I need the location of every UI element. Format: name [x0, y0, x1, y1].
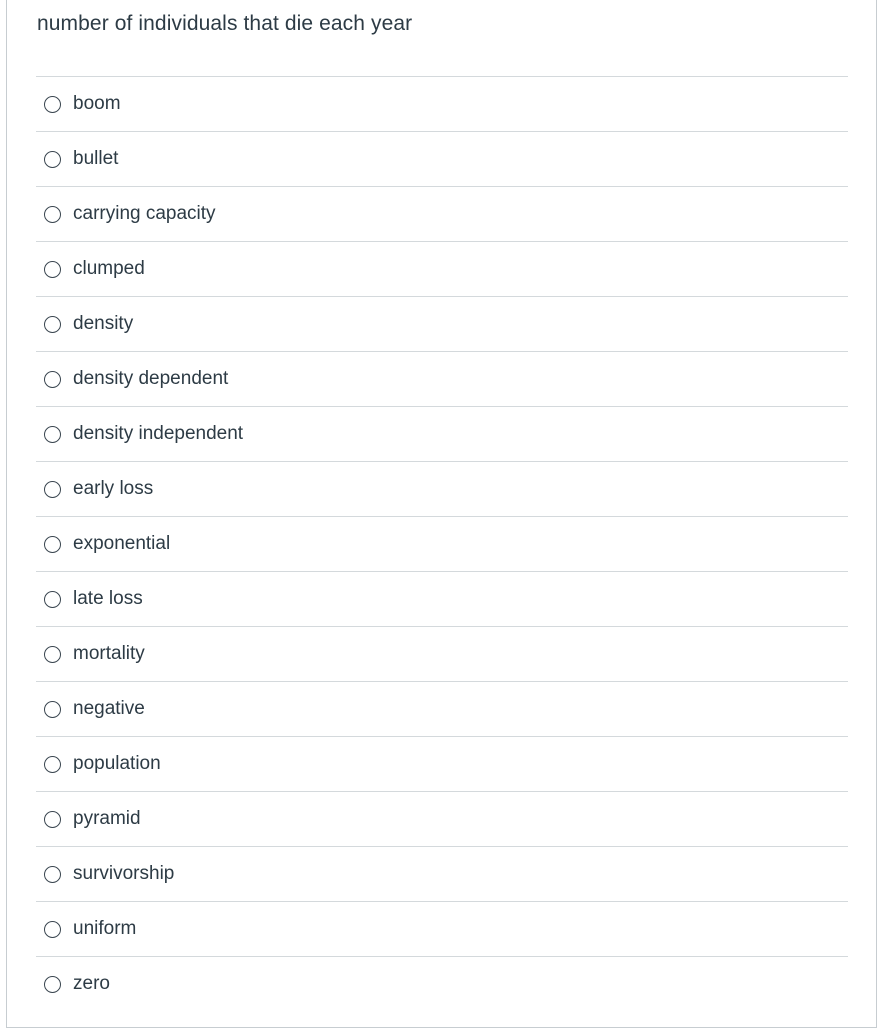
question-text: number of individuals that die each year [37, 12, 413, 35]
answer-label[interactable]: pyramid [73, 808, 141, 829]
radio-button[interactable] [44, 756, 61, 773]
radio-button[interactable] [44, 261, 61, 278]
question-card [6, 0, 877, 1028]
answer-label[interactable]: mortality [73, 643, 145, 664]
answer-label[interactable]: exponential [73, 533, 171, 554]
radio-button[interactable] [44, 811, 61, 828]
answer-option[interactable] [36, 461, 848, 516]
radio-button[interactable] [44, 96, 61, 113]
answer-label[interactable]: survivorship [73, 863, 175, 884]
answer-label[interactable]: negative [73, 698, 145, 719]
radio-button[interactable] [44, 151, 61, 168]
answer-label[interactable]: early loss [73, 478, 154, 499]
radio-button[interactable] [44, 976, 61, 993]
answer-list [36, 76, 848, 1011]
radio-button[interactable] [44, 921, 61, 938]
radio-button[interactable] [44, 481, 61, 498]
answer-option[interactable] [36, 131, 848, 186]
radio-button[interactable] [44, 536, 61, 553]
answer-option[interactable] [36, 846, 848, 901]
answer-option[interactable] [36, 406, 848, 461]
radio-button[interactable] [44, 316, 61, 333]
answer-option[interactable] [36, 681, 848, 736]
radio-button[interactable] [44, 701, 61, 718]
answer-option[interactable] [36, 956, 848, 1011]
answer-option[interactable] [36, 516, 848, 571]
answer-option[interactable] [36, 296, 848, 351]
answer-option[interactable] [36, 186, 848, 241]
answer-option[interactable] [36, 241, 848, 296]
answer-option[interactable] [36, 736, 848, 791]
answer-option[interactable] [36, 626, 848, 681]
answer-label[interactable]: density independent [73, 423, 244, 444]
answer-option[interactable] [36, 791, 848, 846]
answer-label[interactable]: density [73, 313, 134, 334]
answer-label[interactable]: carrying capacity [73, 203, 216, 224]
answer-option[interactable] [36, 901, 848, 956]
answer-option[interactable] [36, 76, 848, 131]
radio-button[interactable] [44, 371, 61, 388]
answer-label[interactable]: uniform [73, 918, 137, 939]
answer-label[interactable]: clumped [73, 258, 145, 279]
radio-button[interactable] [44, 426, 61, 443]
answer-option[interactable] [36, 571, 848, 626]
radio-button[interactable] [44, 866, 61, 883]
answer-label[interactable]: bullet [73, 148, 119, 169]
answer-label[interactable]: late loss [73, 588, 143, 609]
answer-label[interactable]: density dependent [73, 368, 229, 389]
answer-label[interactable]: boom [73, 93, 121, 114]
radio-button[interactable] [44, 646, 61, 663]
radio-button[interactable] [44, 206, 61, 223]
answer-label[interactable]: population [73, 753, 161, 774]
radio-button[interactable] [44, 591, 61, 608]
answer-option[interactable] [36, 351, 848, 406]
answer-label[interactable]: zero [73, 973, 110, 994]
